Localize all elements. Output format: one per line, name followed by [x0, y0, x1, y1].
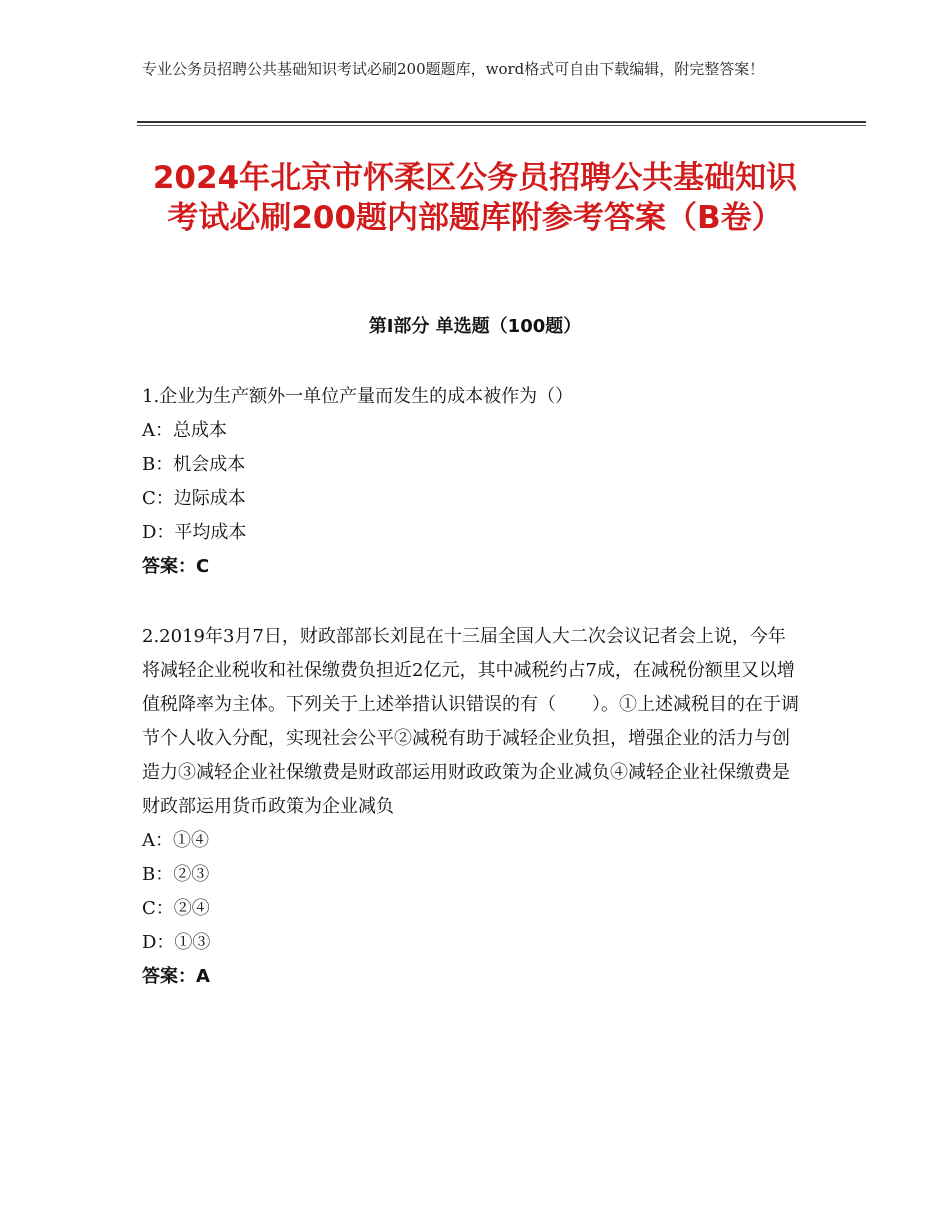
answer: 答案：A — [142, 966, 210, 987]
option-c: C：边际成本 — [142, 488, 246, 509]
answer: 答案：C — [142, 556, 210, 577]
option-d: D：平均成本 — [142, 522, 247, 543]
document-title: 2024年北京市怀柔区公务员招聘公共基础知识考试必刷200题内部题库附参考答案（B卷） — [152, 160, 798, 236]
option-c: C：②④ — [142, 898, 210, 919]
option-b: B：机会成本 — [142, 454, 246, 475]
section-heading: 第Ⅰ部分 单选题（100题） — [368, 316, 582, 337]
option-d: D：①③ — [142, 932, 211, 953]
question-stem: 2.2019年3月7日，财政部部长刘昆在十三届全国人大二次会议记者会上说，今年将减轻企业税收和社保缴费负担近2亿元，其中减税约占7成，在减税份额里又以增值税降率为主体。下列关于上述举措认识错误的有（ ）。①上述减税目的在于调节个人收入分配，实现社会公平②减税有助于减轻企业负担，增强企业的活力与创造力③减轻企业社保缴费是财政部运用财政政策为企业减负④减轻企业社保缴费是财政部运用货币政策为企业减负 — [142, 626, 799, 817]
question-stem: 1.企业为生产额外一单位产量而发生的成本被作为（） — [142, 386, 574, 407]
option-b: B：②③ — [142, 864, 210, 885]
question-2 — [142, 620, 802, 994]
option-a: A：①④ — [142, 830, 209, 851]
option-a: A：总成本 — [142, 420, 227, 441]
header-rule-thin — [137, 125, 866, 126]
header-rule-thick — [137, 121, 866, 123]
header-note: 专业公务员招聘公共基础知识考试必刷200题题库，word格式可自由下载编辑，附完整答案！ — [142, 60, 765, 78]
question-1 — [142, 380, 802, 584]
